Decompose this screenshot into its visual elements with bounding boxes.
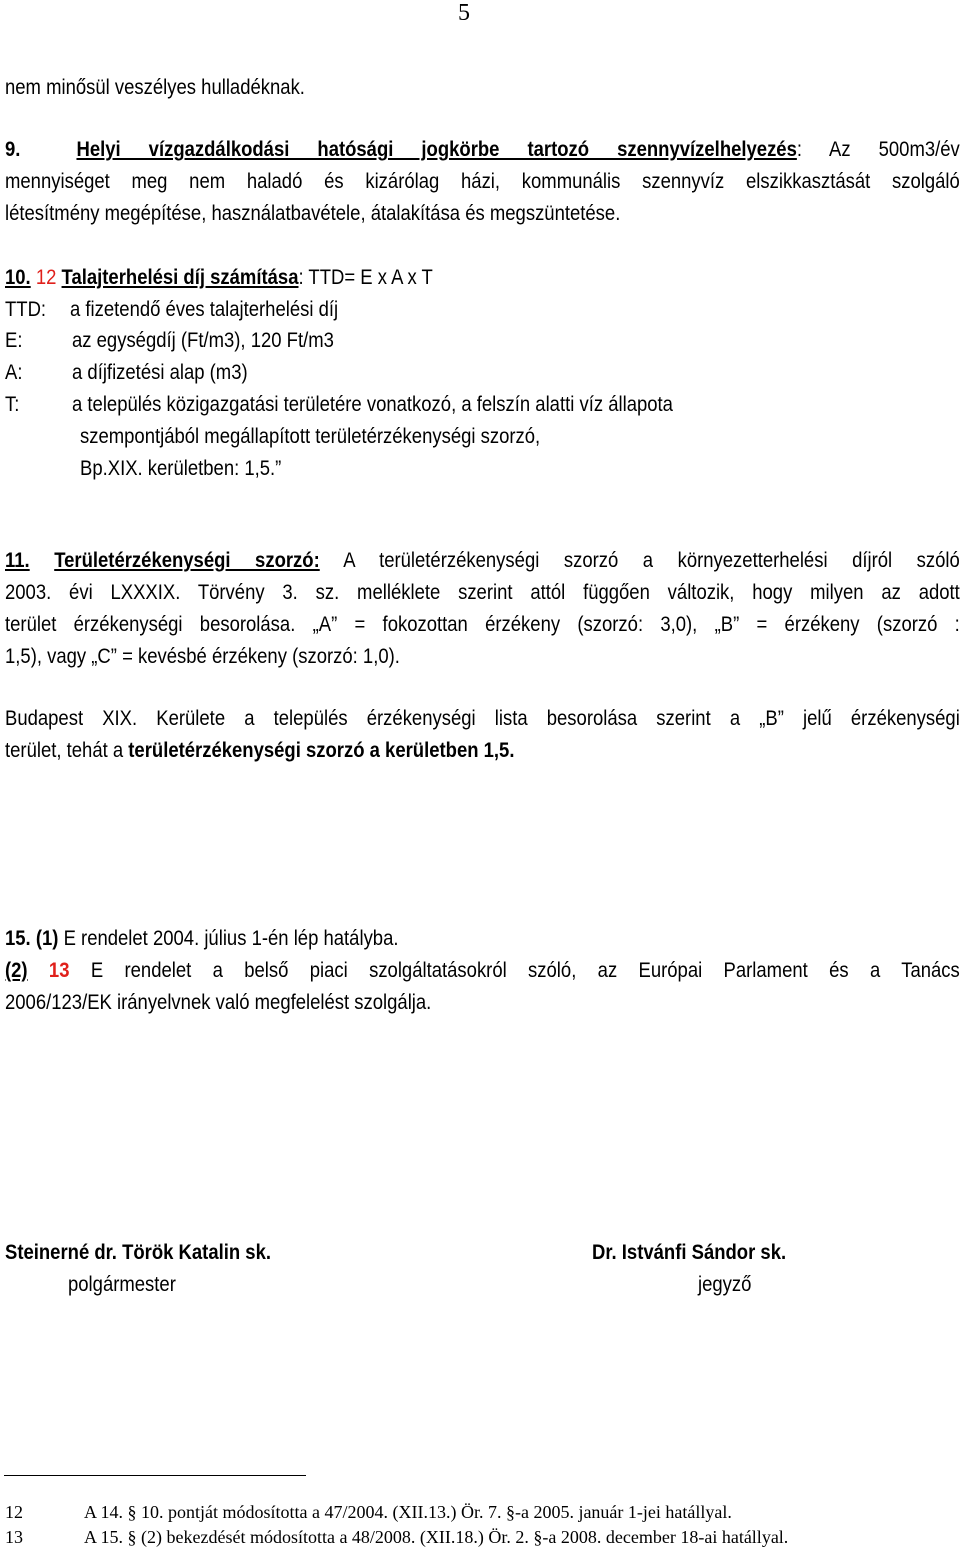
- def-t-continuation-2: Bp.XIX. kerületben: 1,5.”: [80, 457, 282, 480]
- item-11-line-2-wrap: [5, 577, 960, 608]
- def-t-text: a település közigazgatási területére vonatkozó, a felszín alatti víz állapota: [72, 393, 673, 416]
- def-ttd-key: TTD:: [5, 298, 47, 321]
- item-11-line-3: terület érzékenységi besorolása. „A” = fokozottan érzékeny (szorzó: 3,0), „B” = érzékeny (szorzó :: [5, 613, 960, 636]
- item-11-title: Területérzékenységi szorzó:: [54, 549, 320, 572]
- item-15-line2-rest: E rendelet a belső piaci szolgáltatásokról szóló, az Európai Parlament és a Tanács: [90, 959, 960, 982]
- item-9-line1-rest: Az 500m3/év: [829, 138, 960, 161]
- item-10-header: [5, 262, 433, 293]
- item-11-line-1: [5, 545, 960, 576]
- budapest-line-1: Budapest XIX. Kerülete a település érzékenységi lista besorolása szerint a „B” jelű érzékenységi: [5, 707, 960, 730]
- signature-role-notary: jegyző: [698, 1273, 752, 1296]
- item-10-number: 10.: [5, 266, 31, 289]
- def-ttd-text: a fizetendő éves talajterhelési díj: [70, 298, 339, 321]
- item-11-line-4: 1,5), vagy „C” = kevésbé érzékeny (szorzó: 1,0).: [5, 645, 400, 668]
- footnote-ref-13: 13: [48, 959, 70, 982]
- def-t-key: T:: [5, 393, 20, 416]
- footnote-13-text: A 15. § (2) bekezdését módosította a 48/2008. (XII.18.) Ör. 2. §-a 2008. december 18-ai hatállyal.: [84, 1527, 789, 1547]
- item-9-line-2: mennyiséget meg nem haladó és kizárólag házi, kommunális szennyvíz elszikkasztását szolgáló: [5, 170, 960, 193]
- item-9-colon: :: [796, 138, 803, 161]
- budapest-line-2-plain: terület, tehát a: [5, 739, 129, 762]
- item-15-sub-1: (1): [35, 927, 59, 950]
- item-9-line-1: [5, 134, 960, 165]
- def-a-key: A:: [5, 361, 23, 384]
- item-10-title: Talajterhelési díj számítása: [61, 266, 299, 289]
- signature-name-mayor: Steinerné dr. Török Katalin sk.: [5, 1241, 271, 1264]
- item-11-line1-rest: A területérzékenységi szorzó a környezetterhelési díjról szóló: [343, 549, 960, 572]
- footnote-12-text: A 14. § 10. pontját módosította a 47/2004. (XII.13.) Ör. 7. §-a 2005. január 1-jei hatállyal.: [84, 1502, 732, 1522]
- item-15-line1-rest: E rendelet 2004. július 1-én lép hatályba.: [63, 927, 399, 950]
- item-9-number: 9.: [5, 138, 21, 161]
- item-15-line-2: [5, 955, 960, 986]
- item-15-number: 15.: [5, 927, 31, 950]
- budapest-line-2: [5, 735, 514, 766]
- footnote-separator: [4, 1475, 306, 1476]
- signature-role-mayor: polgármester: [68, 1273, 176, 1296]
- footnote-ref-12: 12: [35, 266, 57, 289]
- item-15-line-3: 2006/123/EK irányelvnek való megfelelést szolgálja.: [5, 991, 432, 1014]
- def-t-continuation-1: szempontjából megállapított területérzékenységi szorzó,: [80, 425, 541, 448]
- item-11-number: 11.: [5, 549, 30, 572]
- item-9-line-2-wrap: [5, 166, 960, 197]
- def-e-text: az egységdíj (Ft/m3), 120 Ft/m3: [72, 329, 334, 352]
- item-9-line-3: létesítmény megépítése, használatbavétele, átalakítása és megszüntetése.: [5, 202, 621, 225]
- def-e-key: E:: [5, 329, 23, 352]
- page-number: 5: [458, 0, 470, 26]
- item-10-formula: : TTD= E x A x T: [298, 266, 433, 289]
- def-a-text: a díjfizetési alap (m3): [72, 361, 248, 384]
- item-15-line-1: [5, 923, 399, 954]
- budapest-line-2-bold: területérzékenységi szorzó a kerületben 1,5.: [128, 739, 515, 762]
- item-11-line-2: 2003. évi LXXXIX. Törvény 3. sz. melléklete szerint attól függően változik, hogy milyen az adott: [5, 581, 960, 604]
- item-15-sub-2: (2): [5, 959, 28, 982]
- signature-name-notary: Dr. Istvánfi Sándor sk.: [592, 1241, 787, 1264]
- item-11-line-3-wrap: [5, 609, 960, 640]
- footnote-12-number: 12: [5, 1502, 23, 1522]
- footnote-13-number: 13: [5, 1527, 23, 1547]
- intro-line: nem minősül veszélyes hulladéknak.: [5, 76, 305, 99]
- budapest-line-1-wrap: [5, 703, 960, 734]
- item-9-title: Helyi vízgazdálkodási hatósági jogkörbe tartozó szennyvízelhelyezés: [76, 138, 797, 161]
